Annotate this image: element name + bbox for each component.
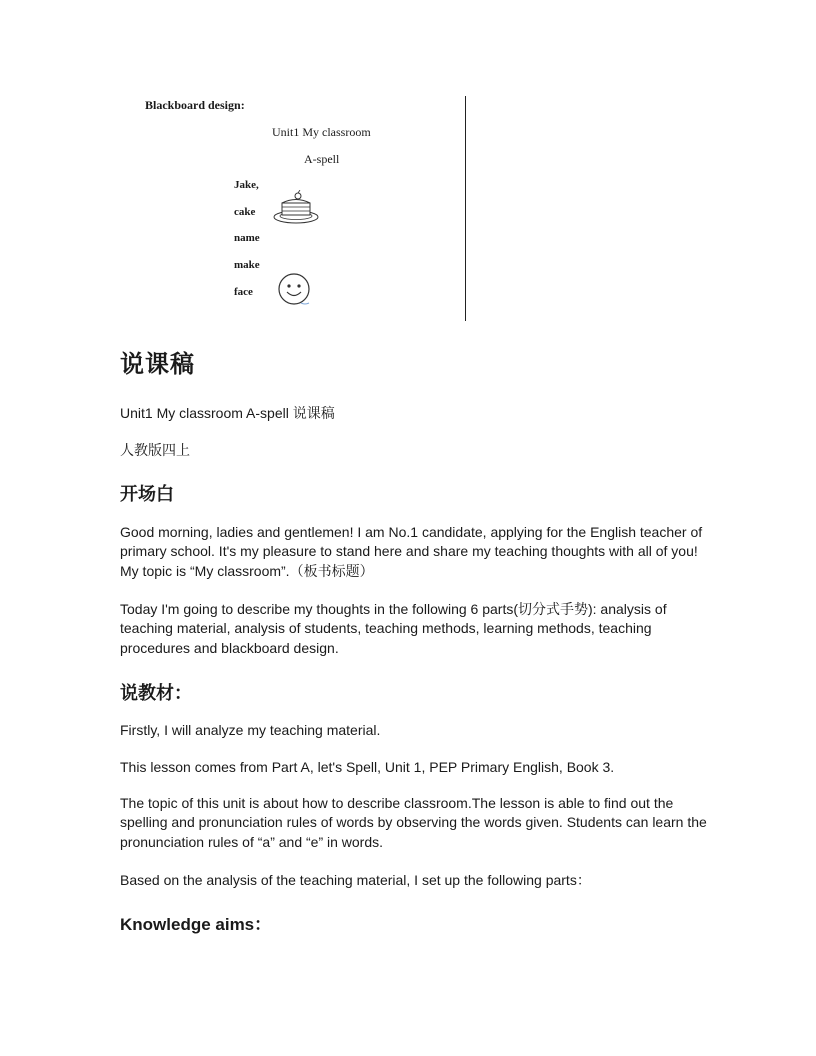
blackboard-word: Jake,	[234, 179, 259, 191]
smiley-face-icon	[277, 272, 313, 308]
vertical-divider	[465, 96, 466, 321]
edition-line: 人教版四上	[120, 444, 190, 459]
material-heading: 说教材：	[120, 683, 192, 703]
opening-heading: 开场白	[120, 484, 174, 504]
material-paragraph-4: Based on the analysis of the teaching material, I set up the following parts：	[120, 872, 591, 888]
material-paragraph-2: This lesson comes from Part A, let's Spell, Unit 1, PEP Primary English, Book 3.	[120, 759, 615, 775]
material-paragraph-1: Firstly, I will analyze my teaching material.	[120, 722, 381, 738]
page-title: 说课稿	[120, 352, 195, 378]
cake-icon	[272, 190, 322, 226]
opening-paragraph-2: Today I'm going to describe my thoughts in the following 6 parts(切分式手势): analysis of teaching material, analysis of students, teaching methods, learning methods, teaching procedures and blackboard design.	[120, 601, 667, 656]
blackboard-word: name	[234, 232, 260, 244]
blackboard-subtitle: A-spell	[304, 152, 340, 166]
blackboard-title: Unit1 My classroom	[272, 125, 371, 139]
blackboard-word: cake	[234, 206, 256, 218]
opening-paragraph-1: Good morning, ladies and gentlemen! I am No.1 candidate, applying for the English teacher of primary school. It's my pleasure to stand here and share my teaching thoughts with all of you! My topic is “My classroom”.（板书标题）	[120, 524, 703, 579]
knowledge-aims-heading: Knowledge aims：	[120, 915, 272, 934]
subtitle-line: Unit1 My classroom A-spell 说课稿	[120, 405, 335, 421]
blackboard-word: make	[234, 259, 260, 271]
material-paragraph-3: The topic of this unit is about how to describe classroom.The lesson is able to find out the spelling and pronunciation rules of words by observing the words given. Students can learn the pronunciation rules of “a” and “e” in words.	[120, 795, 707, 850]
blackboard-word: face	[234, 286, 253, 298]
blackboard-heading: Blackboard design:	[145, 98, 245, 112]
